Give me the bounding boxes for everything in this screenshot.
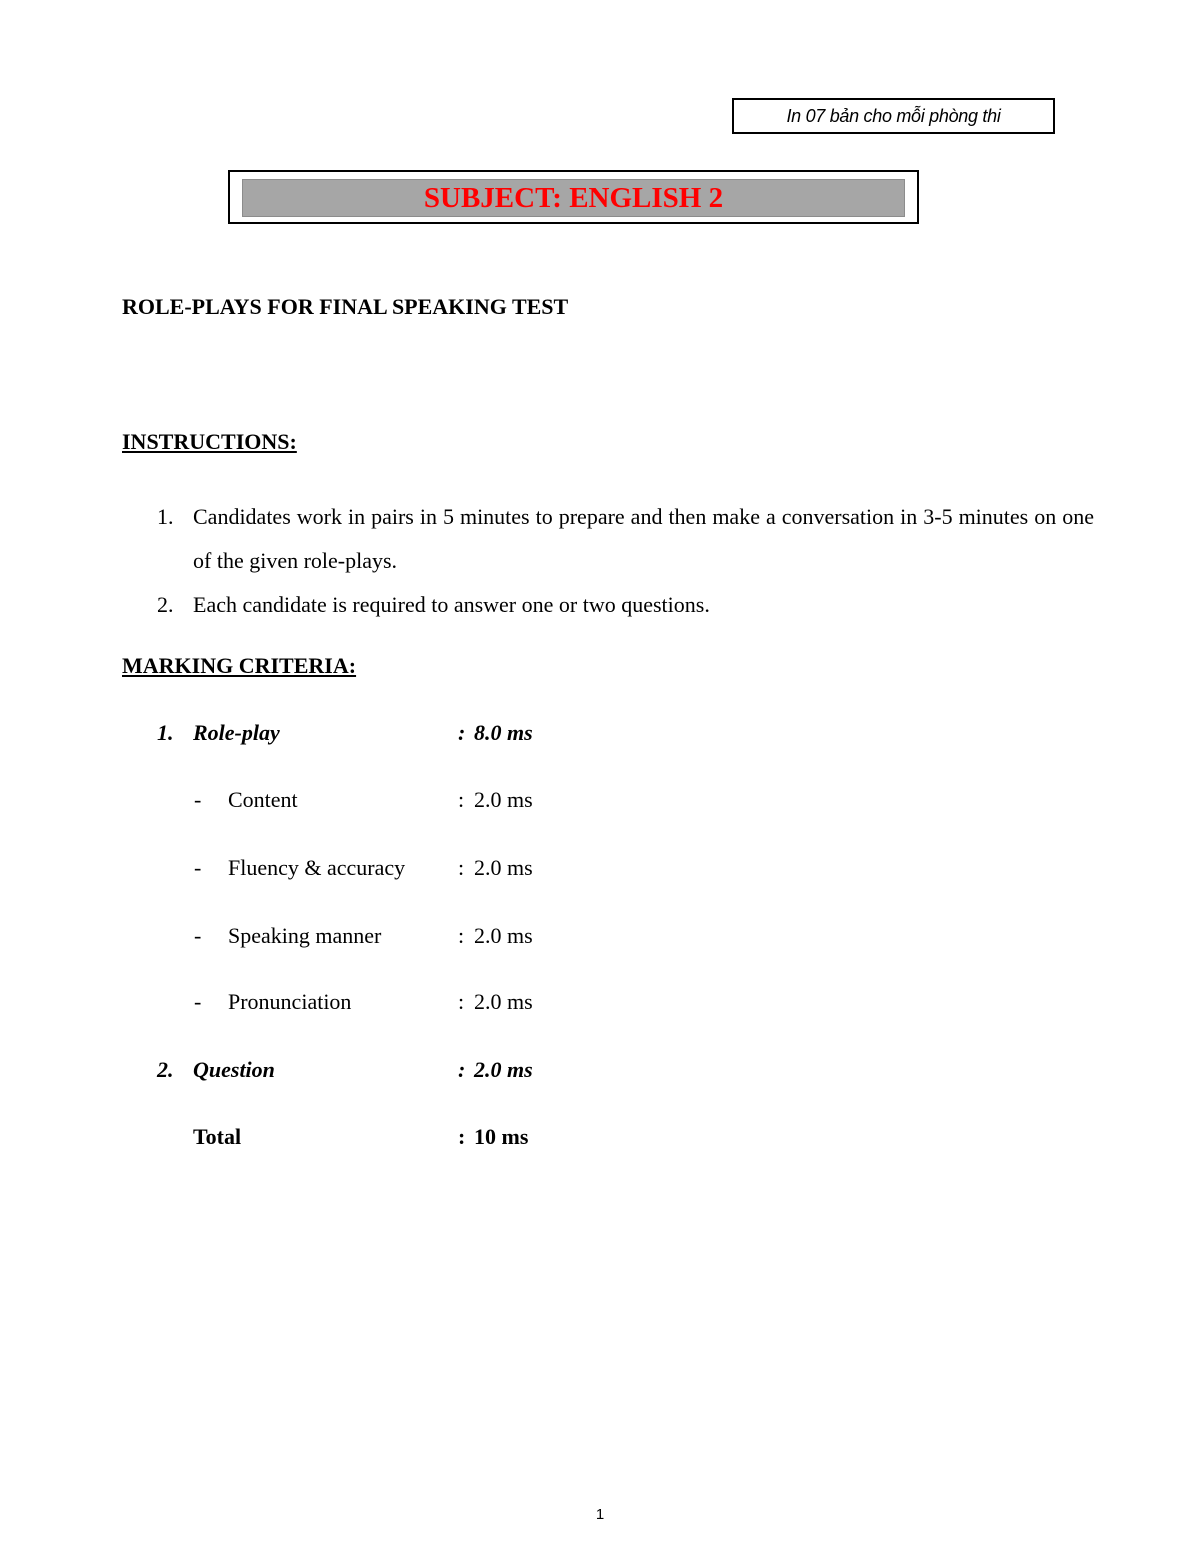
sub-criterion-label: Fluency & accuracy [228, 855, 406, 880]
criterion-score: 2.0 ms [474, 1057, 533, 1082]
sub-criterion-pronunciation [122, 989, 622, 1019]
bullet-dash: - [194, 787, 202, 812]
sub-criterion-score: 2.0 ms [474, 855, 533, 880]
criterion-total [122, 1124, 622, 1154]
page-number: 1 [595, 1506, 605, 1523]
criterion-label: Question [193, 1057, 275, 1082]
list-item-number: 1. [157, 504, 174, 529]
list-item-text: Candidates work in pairs in 5 minutes to prepare and then make a conversation in 3-5 minutes on one of the given role-plays. [193, 504, 1094, 573]
criterion-roleplay [122, 720, 622, 750]
list-item-text: Each candidate is required to answer one or two questions. [193, 592, 710, 617]
sub-criterion-score: 2.0 ms [474, 989, 533, 1014]
criterion-number: 2. [157, 1057, 174, 1082]
list-item-number: 2. [157, 592, 174, 617]
sub-criterion-colon: : [458, 855, 465, 880]
sub-criterion-score: 2.0 ms [474, 787, 533, 812]
sub-criterion-fluency [122, 855, 622, 885]
criterion-label: Role-play [193, 720, 280, 745]
sub-criterion-label: Speaking manner [228, 923, 382, 948]
subject-band [242, 179, 905, 217]
print-note-box [732, 98, 1055, 134]
bullet-dash: - [194, 923, 202, 948]
sub-criterion-colon: : [458, 989, 465, 1014]
sub-criterion-colon: : [458, 787, 465, 812]
criterion-question [122, 1057, 622, 1087]
bullet-dash: - [194, 989, 202, 1014]
sub-criterion-label: Pronunciation [228, 989, 352, 1014]
marking-criteria-heading: MARKING CRITERIA: [122, 653, 357, 678]
sub-criterion-colon: : [458, 923, 465, 948]
bullet-dash: - [194, 855, 202, 880]
list-item [122, 495, 1094, 583]
total-colon: : [458, 1124, 466, 1149]
criterion-colon: : [458, 1057, 466, 1082]
document-heading: ROLE-PLAYS FOR FINAL SPEAKING TEST [122, 294, 569, 319]
subject-banner [228, 170, 919, 224]
criterion-score: 8.0 ms [474, 720, 533, 745]
subject-title: SUBJECT: ENGLISH 2 [423, 181, 724, 214]
print-note-text: In 07 bản cho mỗi phòng thi [786, 105, 1001, 126]
sub-criterion-speaking-manner [122, 923, 622, 953]
sub-criterion-content [122, 787, 622, 817]
sub-criterion-label: Content [228, 787, 298, 812]
sub-criterion-score: 2.0 ms [474, 923, 533, 948]
list-item [122, 583, 1094, 627]
criterion-colon: : [458, 720, 466, 745]
instructions-list [122, 495, 1094, 627]
criterion-number: 1. [157, 720, 174, 745]
total-score: 10 ms [474, 1124, 529, 1149]
total-label: Total [193, 1124, 242, 1149]
instructions-heading: INSTRUCTIONS: [122, 429, 297, 454]
